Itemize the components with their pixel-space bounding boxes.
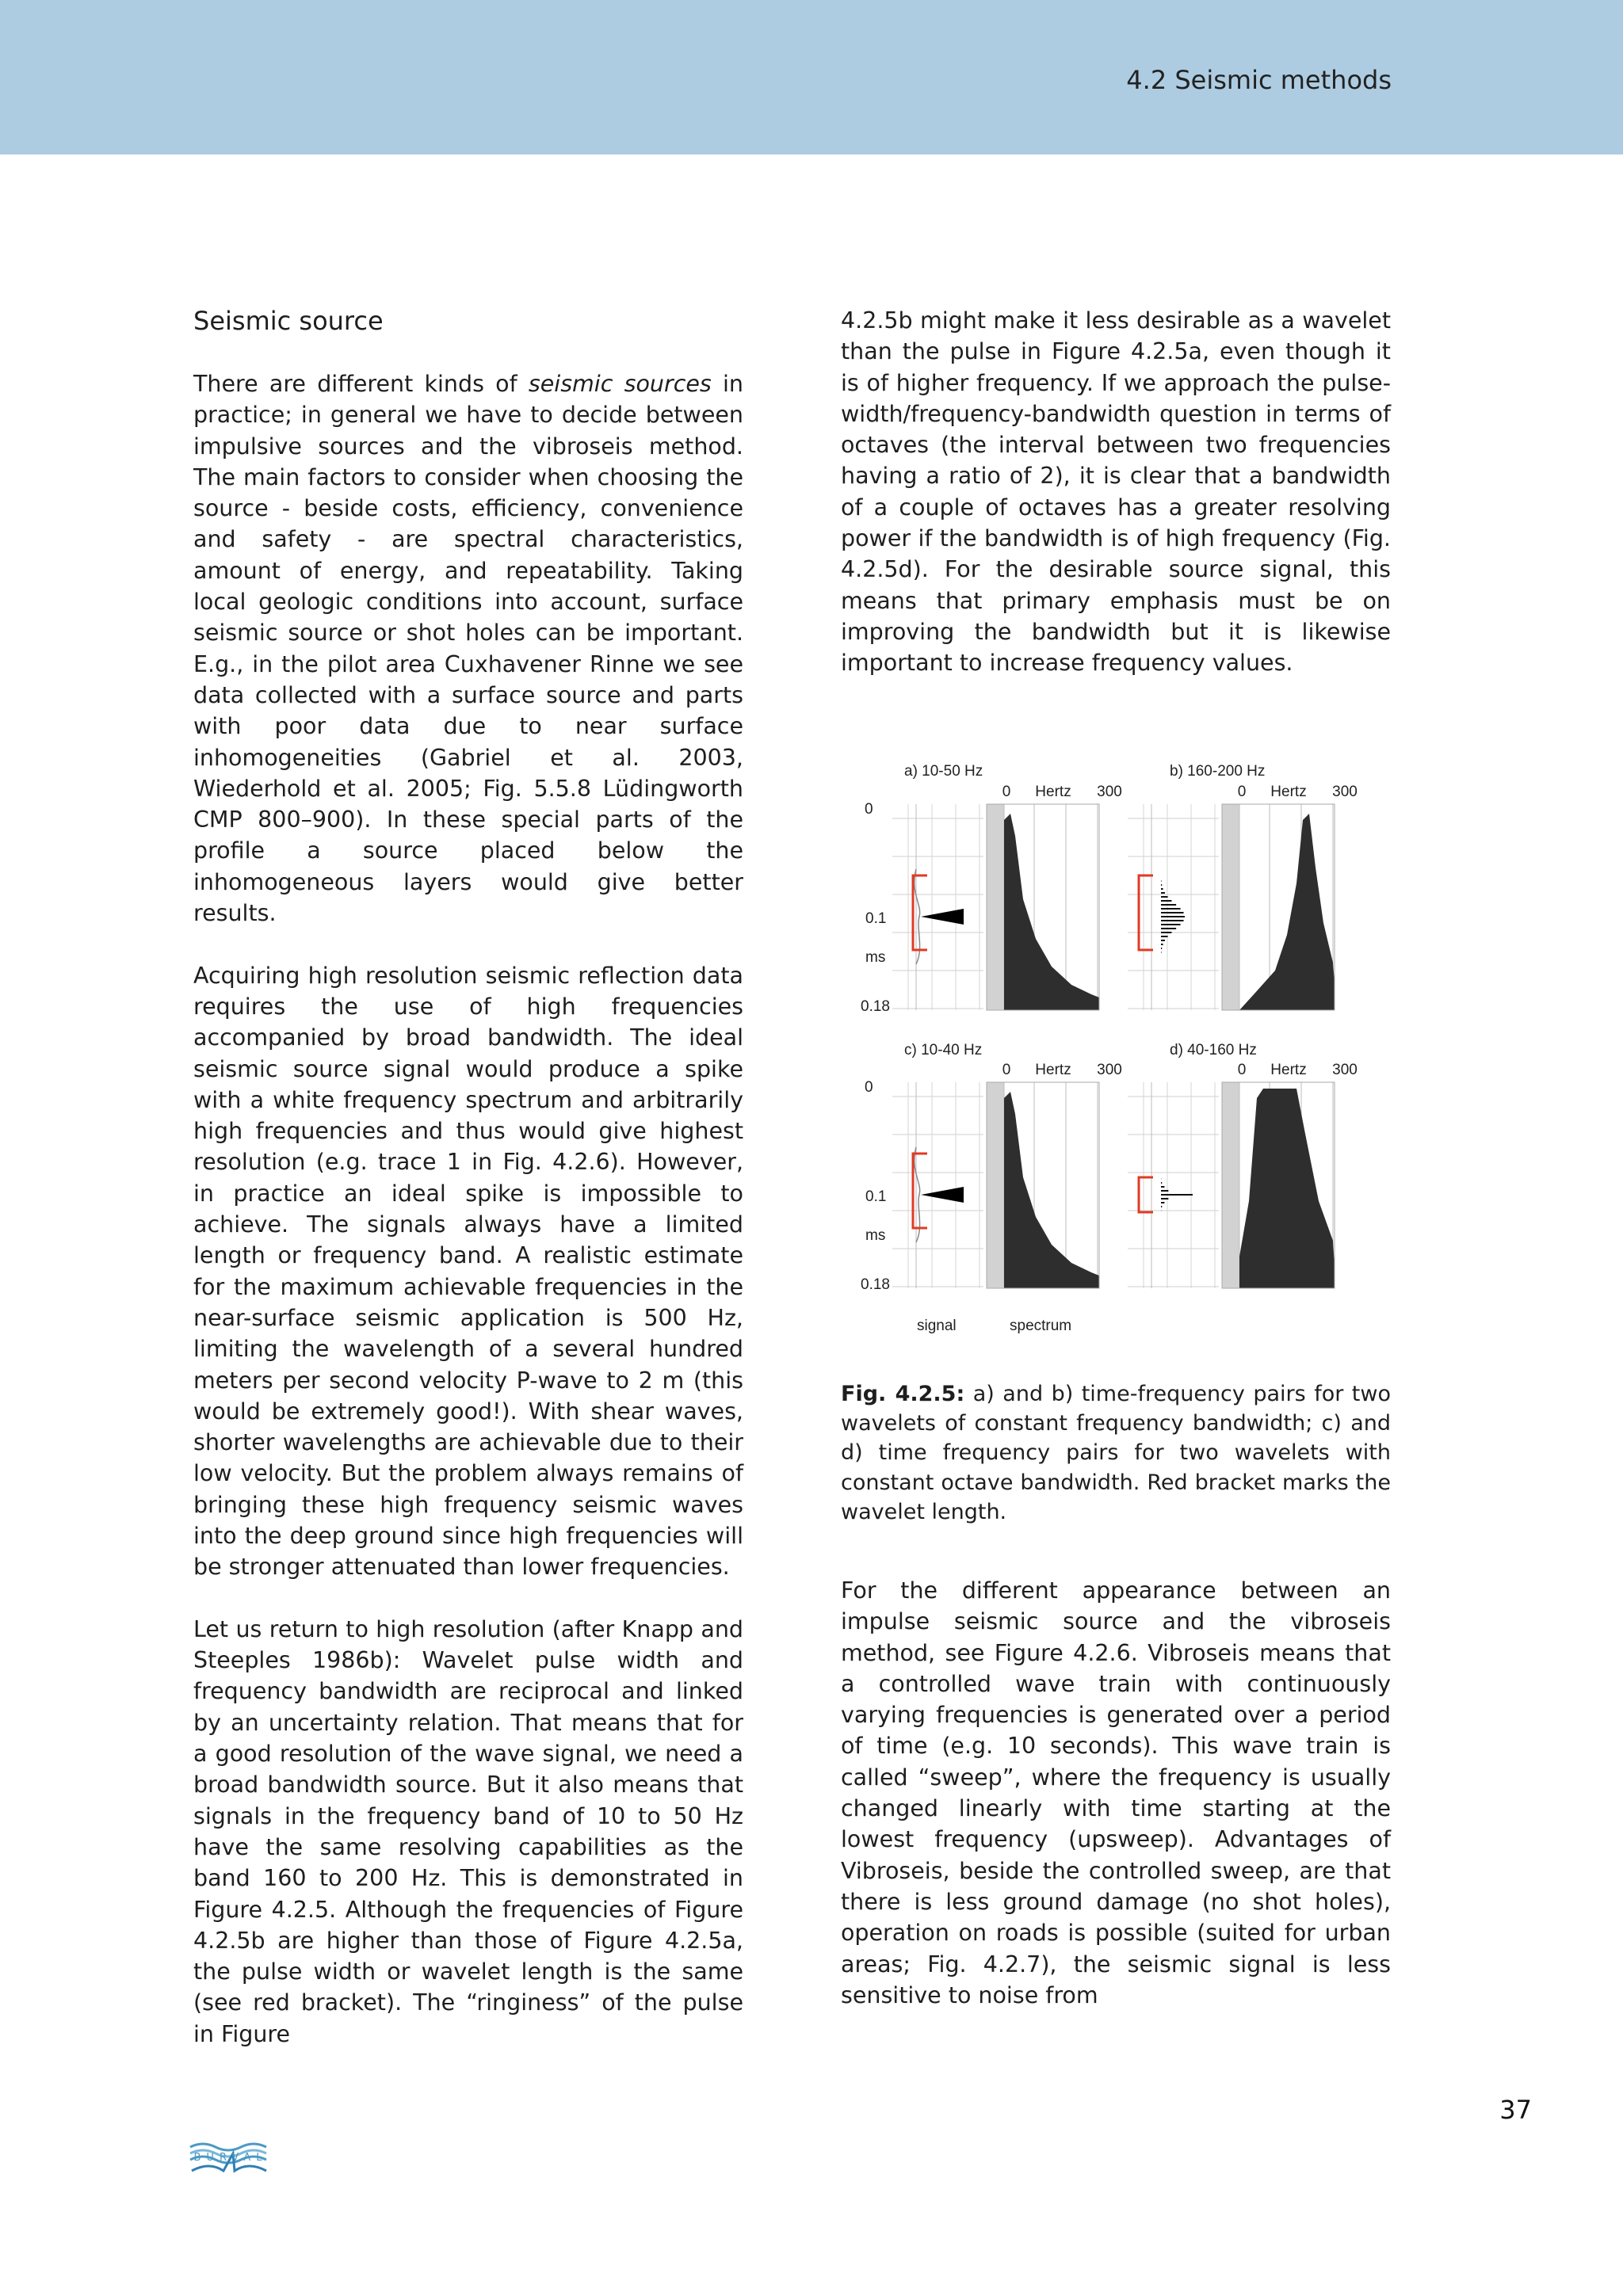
logo-text: BURVAL (193, 2152, 268, 2164)
paragraph-high-resolution: Acquiring high resolution seismic reflection data requires the use of high frequencies accompanied by broad bandwidth. The ideal seismic source signal would produce a spike with a white frequency spectrum and arbitrarily high frequencies and thus would give highest resolution (e.g. trace 1 in Fig. 4.2.6). However, in practice an ideal spike is impossible to achieve. The signals always have a limited length or frequency band. A realistic estimate for the maximum achievable frequencies in the near-surface seismic application is 500 Hz, limiting the wavelength of a several hundred meters per second velocity P-wave to 2 m (this would be extremely good!). With shear waves, shorter wavelengths are achievable due to their low velocity. But the problem always remains of bringing these high frequency seismic waves into the deep ground since high frequencies will be stronger attenuated than lower frequencies. (193, 962, 743, 1581)
hertz-label-c: Hertz (1035, 1062, 1071, 1078)
figure-caption (841, 1379, 1391, 1527)
time-mid-bottom: 0.1 (865, 1188, 887, 1205)
burval-logo-icon (187, 2130, 274, 2217)
hertz-label-d: Hertz (1270, 1062, 1307, 1078)
section-heading: Seismic source (193, 306, 384, 336)
paragraph-text: in practice; in general we have to decide between impulsive sources and the vibroseis method. The main factors to consider when choosing the source - beside costs, efficiency, convenience and safety - are spectral characteristics, amount of energy, and repeatability. Taking local geologic conditions into account, surface seismic source or shot holes can be important. E.g., in the pilot area Cuxhavener Rinne we see data collected with a surface source and parts with poor data due to near surface inhomogeneities (Gabriel et al. 2003, Wiederhold et al. 2005; Fig. 5.5.8 Lüdingworth CMP 800–900). In these special parts of the profile a source placed below the inhomogeneous layers would give better results. (193, 371, 743, 927)
time-unit-top: ms (865, 949, 886, 966)
hertz-max-d: 300 (1332, 1062, 1358, 1078)
signal-pulse (921, 1187, 964, 1203)
spectrum-bars (1004, 1092, 1099, 1288)
paragraph-octaves: 4.2.5b might make it less desirable as a wavelet than the pulse in Figure 4.2.5a, even though it is of higher frequency. If we approach the pulse-width/frequency-bandwidth question in terms of octaves (the interval between two frequencies having a ratio of 2), it is clear that a bandwidth of a couple of octaves has a greater resolving power if the bandwidth is of high frequency (Fig. 4.2.5d). For the desirable source signal, this means that primary emphasis must be on improving the bandwidth but it is likewise important to increase frequency values. (841, 307, 1391, 677)
hertz-label-a: Hertz (1035, 784, 1071, 800)
hertz-max-c: 300 (1097, 1062, 1122, 1078)
panel-title-b: b) 160-200 Hz (1170, 763, 1266, 780)
paragraph-text: There are different kinds of (193, 371, 529, 397)
hertz-max-b: 300 (1332, 784, 1358, 800)
page-number: 37 (1499, 2095, 1532, 2125)
time-unit-bottom: ms (865, 1227, 886, 1244)
time-mid-top: 0.1 (865, 910, 887, 927)
time-end-bottom: 0.18 (861, 1276, 890, 1293)
running-header-section: 4.2 Seismic methods (1126, 65, 1392, 95)
wavelet-bracket (1139, 875, 1153, 950)
db-axis-strip (1222, 804, 1239, 1010)
time-frequency-figure (841, 761, 1391, 1339)
caption-text: a) and b) time-frequency pairs for two wavelets of constant frequency bandwidth; c) and d) time frequency pairs for two wavelets with constant octave bandwidth. Red bracket marks the wavelet length. (841, 1382, 1391, 1524)
signal-pulse (921, 909, 964, 925)
right-column-top (841, 305, 1391, 679)
hertz-zero-c: 0 (1002, 1062, 1011, 1078)
paragraph-vibroseis: For the different appearance between an impulse seismic source and the vibroseis method, see Figure 4.2.6. Vibroseis means that a controlled wave train with continuously varying frequencies is generated over a period of time (e.g. 10 seconds). This wave train is called “sweep”, where the frequency is usually changed linearly with time starting at the lowest frequency (upsweep). Advantages of Vibroseis, beside the controlled sweep, are that there is less ground damage (no shot holes), operation on roads is possible (suited for urban areas; Fig. 4.2.7), the seismic signal is less sensitive to noise from (841, 1577, 1391, 2008)
hertz-zero-a: 0 (1002, 784, 1011, 800)
emphasis-seismic-sources: seismic sources (528, 371, 712, 397)
spectrum-bars (1004, 814, 1099, 1010)
panel-title-d: d) 40-160 Hz (1170, 1042, 1257, 1058)
left-column (193, 305, 743, 2050)
paragraph-knapp-steeples: Let us return to high resolution (after Knapp and Steeples 1986b): Wavelet pulse width and frequency bandwidth are reciprocal and linked by an uncertainty relation. That means that for a good resolution of the wave signal, we need a broad bandwidth source. But it also means that signals in the frequency band of 10 to 50 Hz have the same resolving capabilities as the band 160 to 200 Hz. This is demonstrated in Figure 4.2.5. Although the frequencies of Figure 4.2.5b are higher than those of Figure 4.2.5a, the pulse width or wavelet length is the same (see red bracket). The “ringiness” of the pulse in Figure (193, 1615, 743, 2047)
hertz-zero-b: 0 (1237, 784, 1247, 800)
hertz-max-a: 300 (1097, 784, 1122, 800)
spectrum-label: spectrum (1010, 1318, 1072, 1334)
wavelet-bracket (1139, 1177, 1153, 1212)
signal-label: signal (917, 1318, 957, 1334)
time-zero-top: 0 (865, 801, 873, 818)
db-axis-strip (987, 804, 1004, 1010)
db-axis-strip (1222, 1082, 1239, 1288)
figure-4-2-5 (841, 761, 1391, 1339)
spectrum-bars (1239, 1089, 1335, 1288)
panel-title-a: a) 10-50 Hz (904, 763, 983, 780)
db-axis-strip (987, 1082, 1004, 1288)
paragraph-seismic-sources (193, 368, 743, 929)
time-end-top: 0.18 (861, 998, 890, 1015)
hertz-label-b: Hertz (1270, 784, 1307, 800)
hertz-zero-d: 0 (1237, 1062, 1247, 1078)
panel-title-c: c) 10-40 Hz (904, 1042, 983, 1058)
caption-label: Fig. 4.2.5: (841, 1382, 965, 1406)
spectrum-bars (1239, 814, 1335, 1010)
time-zero-bottom: 0 (865, 1079, 873, 1096)
